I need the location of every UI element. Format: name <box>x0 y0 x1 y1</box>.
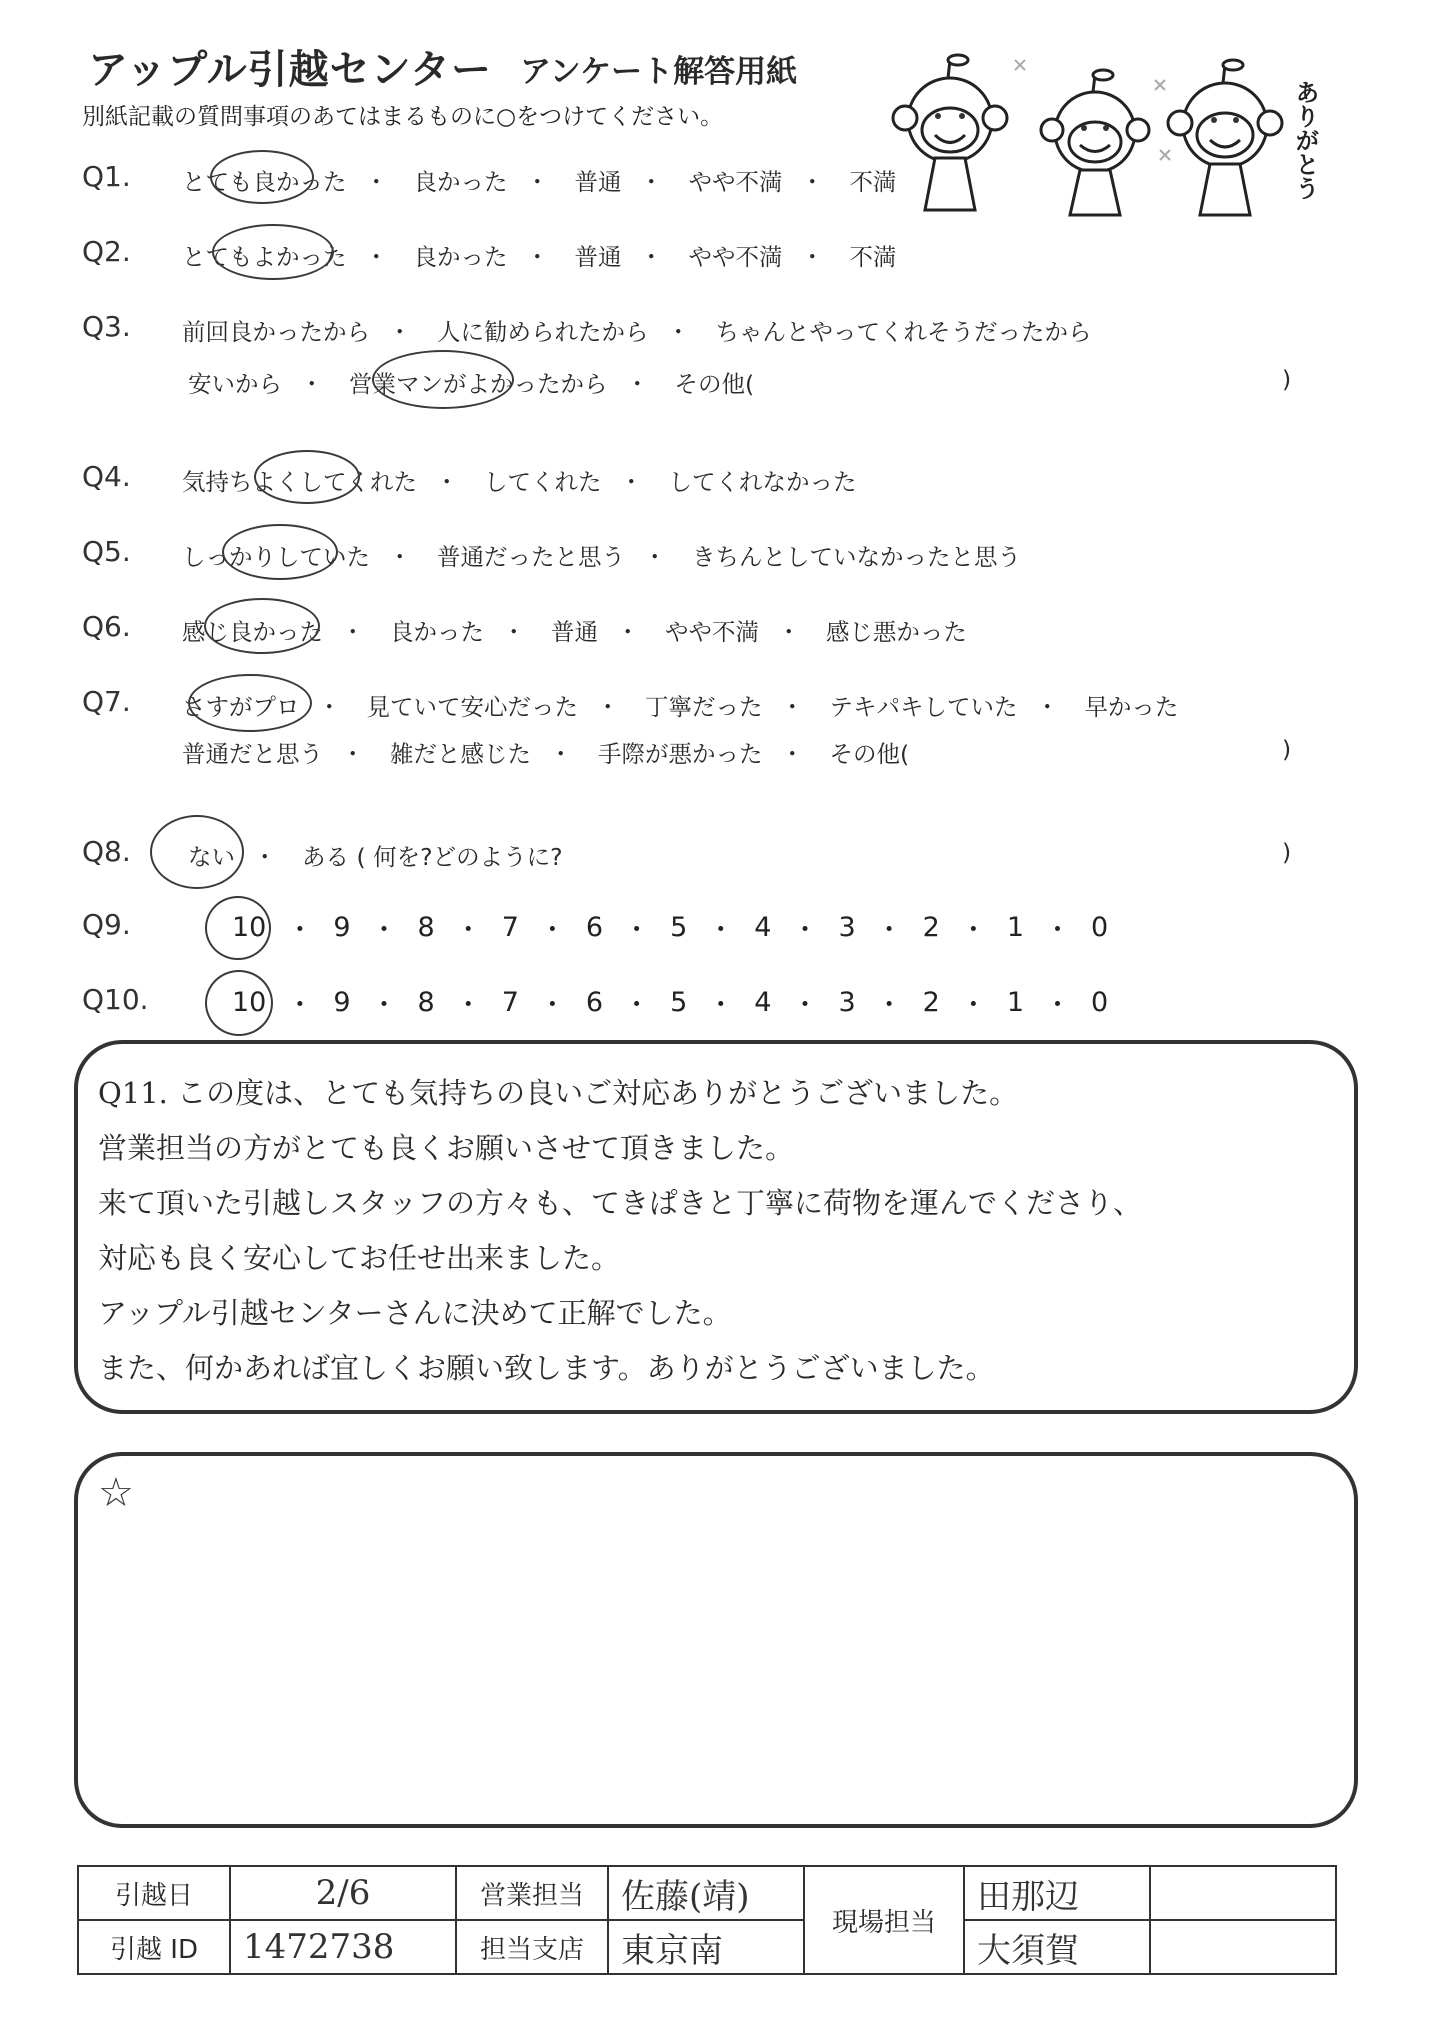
q2-option-3[interactable]: 普通 <box>574 243 622 271</box>
q1-option-4[interactable]: やや不満 <box>688 168 783 196</box>
q9-value-5[interactable]: 5 <box>670 912 688 943</box>
q5-option-1[interactable]: しっかりしていた <box>182 543 370 571</box>
q6-option-3[interactable]: 普通 <box>550 618 598 646</box>
q4-options: 気持ちよくしてくれた ・ してくれた ・ してくれなかった <box>182 463 856 497</box>
q6-option-1[interactable]: 感じ良かった <box>182 618 323 646</box>
q2-option-4[interactable]: やや不満 <box>688 243 783 271</box>
mascot-thanks-text: ありがとう <box>1291 80 1319 200</box>
question-label-q1: Q1. <box>82 160 131 193</box>
q7-option-5[interactable]: 早かった <box>1084 693 1179 721</box>
q11-line-1: この度は、とても気持ちの良いご対応ありがとうございました。 <box>177 1076 1019 1110</box>
q6-option-5[interactable]: 感じ悪かった <box>825 618 967 646</box>
question-label-q8: Q8. <box>82 835 131 868</box>
q8-options: ない ・ ある ( 何を?どのように? <box>188 838 563 872</box>
question-label-q5: Q5. <box>82 535 131 568</box>
branch-value: 東京南 <box>608 1920 804 1974</box>
q7-options-line2: 普通だと思う ・ 雑だと感じた ・ 手際が悪かった ・ その他( <box>182 735 909 769</box>
q3-options-line2: 安いから ・ 営業マンがよかったから ・ その他( <box>188 365 754 399</box>
q9-value-8[interactable]: 8 <box>417 912 435 943</box>
field-staff-value-2: 大須賀 <box>964 1920 1150 1974</box>
q4-option-3[interactable]: してくれなかった <box>668 468 857 496</box>
move-date-label: 引越日 <box>78 1866 230 1920</box>
page-title: アップル引越センター <box>88 47 492 93</box>
q10-value-10[interactable]: 10 <box>232 987 267 1018</box>
q3-option-4[interactable]: 安いから <box>188 370 282 398</box>
question-label-q10: Q10. <box>82 983 149 1016</box>
footer-info-table <box>77 1865 1337 1975</box>
q7-option-4[interactable]: テキパキしていた <box>829 693 1018 721</box>
q10-value-9[interactable]: 9 <box>333 987 351 1018</box>
q3-close-paren: ) <box>1282 365 1292 393</box>
question-label-q3: Q3. <box>82 310 131 343</box>
q3-option-1[interactable]: 前回良かったから <box>182 318 370 346</box>
q4-option-1[interactable]: 気持ちよくしてくれた <box>182 468 417 496</box>
q9-value-2[interactable]: 2 <box>922 912 940 943</box>
q11-line-5: アップル引越センターさんに決めて正解でした。 <box>98 1296 732 1330</box>
q9-value-9[interactable]: 9 <box>333 912 351 943</box>
q9-value-10[interactable]: 10 <box>232 912 267 943</box>
free-comment-box[interactable] <box>74 1452 1358 1828</box>
q1-option-2[interactable]: 良かった <box>413 168 508 196</box>
q6-option-2[interactable]: 良かった <box>389 618 484 646</box>
q9-value-3[interactable]: 3 <box>838 912 856 943</box>
q10-value-0[interactable]: 0 <box>1091 987 1109 1018</box>
q9-value-4[interactable]: 4 <box>754 912 772 943</box>
q7-option-8[interactable]: 手際が悪かった <box>597 740 763 768</box>
q1-option-5[interactable]: 不満 <box>849 168 897 196</box>
q11-handwritten-answer <box>98 1066 1318 1396</box>
q1-option-1[interactable]: とても良かった <box>182 168 347 196</box>
q10-value-5[interactable]: 5 <box>670 987 688 1018</box>
q8-option-2[interactable]: ある ( 何を?どのように? <box>301 843 563 871</box>
q7-option-9[interactable]: その他( <box>829 740 910 768</box>
form-subtitle: アンケート解答用紙 <box>520 54 798 90</box>
q9-value-0[interactable]: 0 <box>1091 912 1109 943</box>
q11-line-4: 対応も良く安心してお任せ出来ました。 <box>98 1241 621 1275</box>
q2-option-5[interactable]: 不満 <box>849 243 897 271</box>
q7-option-7[interactable]: 雑だと感じた <box>389 740 531 768</box>
q2-option-2[interactable]: 良かった <box>413 243 508 271</box>
q6-option-4[interactable]: やや不満 <box>664 618 759 646</box>
q3-option-2[interactable]: 人に勧められたから <box>436 318 649 346</box>
q10-value-7[interactable]: 7 <box>501 987 519 1018</box>
q3-options: 前回良かったから ・ 人に勧められたから ・ ちゃんとやってくれそうだったから <box>182 313 1091 347</box>
q1-option-3[interactable]: 普通 <box>574 168 622 196</box>
q8-close-paren: ) <box>1282 838 1292 866</box>
move-id-label: 引越 ID <box>78 1920 230 1974</box>
q7-option-6[interactable]: 普通だと思う <box>182 740 323 768</box>
q9-value-1[interactable]: 1 <box>1006 912 1025 943</box>
q9-scale: 10 ・ 9 ・ 8 ・ 7 ・ 6 ・ 5 ・ 4 ・ 3 ・ 2 ・ 1 ・ 0 <box>232 912 1109 946</box>
question-label-q4: Q4. <box>82 460 131 493</box>
star-icon: ☆ <box>98 1470 134 1516</box>
q3-option-3[interactable]: ちゃんとやってくれそうだったから <box>715 318 1092 346</box>
form-instruction: 別紙記載の質問事項のあてはまるものに○をつけてください。 <box>82 104 724 130</box>
q10-value-2[interactable]: 2 <box>922 987 940 1018</box>
q11-line-3: 来て頂いた引越しスタッフの方々も、てきぱきと丁寧に荷物を運んでくださり、 <box>98 1186 1143 1220</box>
question-label-q7: Q7. <box>82 685 131 718</box>
field-staff-value-1: 田那辺 <box>964 1866 1150 1920</box>
q10-scale: 10 ・ 9 ・ 8 ・ 7 ・ 6 ・ 5 ・ 4 ・ 3 ・ 2 ・ 1 ・ 0 <box>232 987 1109 1021</box>
q7-close-paren: ) <box>1282 735 1292 763</box>
q10-value-6[interactable]: 6 <box>585 987 604 1018</box>
question-label-q9: Q9. <box>82 908 131 941</box>
q11-label: Q11. <box>98 1076 168 1110</box>
q1-options: とても良かった ・ 良かった ・ 普通 ・ やや不満 ・ 不満 <box>182 163 896 197</box>
move-id-value: 1472738 <box>230 1920 456 1974</box>
q7-option-3[interactable]: 丁寧だった <box>644 693 763 721</box>
q11-line-2: 営業担当の方がとても良くお願いさせて頂きました。 <box>98 1131 795 1165</box>
q7-options: さすがプロ ・ 見ていて安心だった ・ 丁寧だった ・ テキパキしていた ・ 早かった <box>182 688 1178 722</box>
field-staff-empty-2 <box>1150 1920 1336 1974</box>
monkey-mascot-icon <box>880 40 1340 220</box>
sales-rep-value: 佐藤(靖) <box>608 1866 804 1920</box>
q8-option-1[interactable]: ない <box>188 843 235 871</box>
q5-option-2[interactable]: 普通だったと思う <box>436 543 625 571</box>
q5-options: しっかりしていた ・ 普通だったと思う ・ きちんとしていなかったと思う <box>182 538 1021 572</box>
q9-value-6[interactable]: 6 <box>585 912 604 943</box>
q10-value-4[interactable]: 4 <box>754 987 772 1018</box>
q7-option-1[interactable]: さすがプロ <box>182 693 300 721</box>
q3-option-5[interactable]: 営業マンがよかったから <box>348 370 608 398</box>
q11-line-6: また、何かあれば宜しくお願い致します。ありがとうございました。 <box>98 1351 995 1385</box>
sales-rep-label: 営業担当 <box>456 1866 608 1920</box>
move-date-value: 2/6 <box>230 1866 456 1920</box>
q10-value-8[interactable]: 8 <box>417 987 435 1018</box>
q5-option-3[interactable]: きちんとしていなかったと思う <box>691 543 1021 571</box>
q2-options: とてもよかった ・ 良かった ・ 普通 ・ やや不満 ・ 不満 <box>182 238 896 272</box>
q10-value-3[interactable]: 3 <box>838 987 856 1018</box>
q4-option-2[interactable]: してくれた <box>483 468 602 496</box>
q10-value-1[interactable]: 1 <box>1006 987 1025 1018</box>
question-label-q6: Q6. <box>82 610 131 643</box>
q3-option-6[interactable]: その他( <box>674 370 755 398</box>
field-staff-empty-1 <box>1150 1866 1336 1920</box>
q7-option-2[interactable]: 見ていて安心だった <box>366 693 578 721</box>
q6-options: 感じ良かった ・ 良かった ・ 普通 ・ やや不満 ・ 感じ悪かった <box>182 613 967 647</box>
q2-option-1[interactable]: とてもよかった <box>182 243 347 271</box>
question-label-q2: Q2. <box>82 235 131 268</box>
q9-value-7[interactable]: 7 <box>501 912 519 943</box>
field-staff-label: 現場担当 <box>804 1866 964 1974</box>
branch-label: 担当支店 <box>456 1920 608 1974</box>
